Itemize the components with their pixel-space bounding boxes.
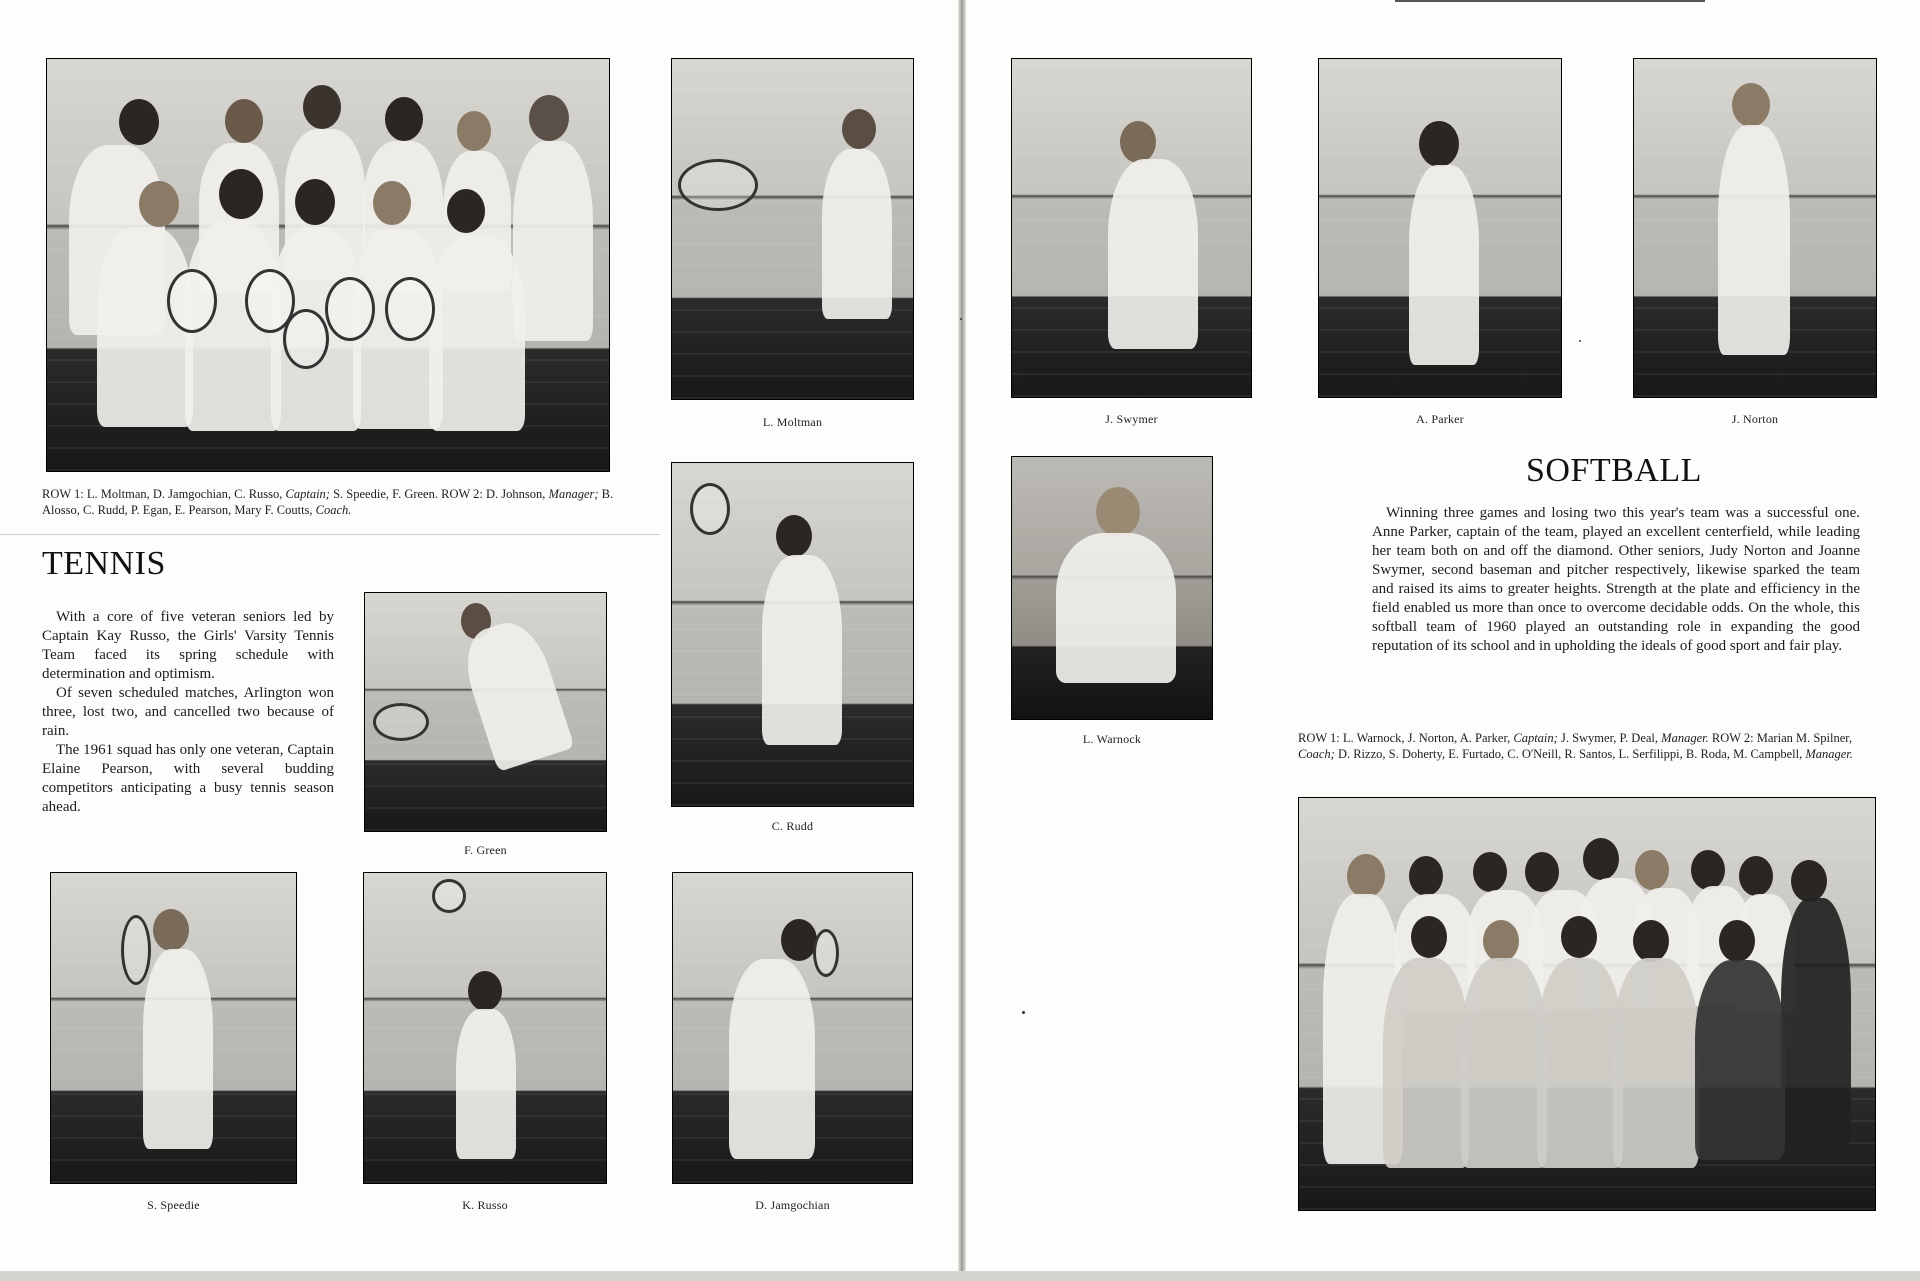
parker-photo xyxy=(1318,58,1562,398)
softball-caption-row1-rest: ROW 2: Marian M. Spilner, xyxy=(1711,731,1853,745)
softball-caption-manager2-role: Manager. xyxy=(1805,747,1853,761)
scan-speck xyxy=(1022,1011,1025,1014)
softball-paragraph: Winning three games and losing two this year's team was a successful one. Anne Parker, captain of the team, played an excellent centerfield, while leading her team both on and off the diamond. Other seniors, Judy Norton and Joanne Swymer, second baseman and pitcher respectively, likewise sparked the team and raised its aims to greater heights. Strength at the plate and efficiency in the field enabled us more than once to overcome decidable odds. On the whole, this softball team of 1960 played an outstanding role in expanding the good reputation of its school and in upholding the ideals of good sport and fair play. xyxy=(1372,505,1860,654)
swymer-caption: J. Swymer xyxy=(1105,412,1158,426)
tennis-caption-row2-rest: B. Alosso, C. Rudd, P. Egan, E. Pearson, Mary F. Coutts, xyxy=(42,487,614,517)
tennis-caption-coach-role: Coach. xyxy=(315,503,352,517)
norton-caption: J. Norton xyxy=(1731,412,1779,426)
moltman-caption: L. Moltman xyxy=(762,415,823,429)
norton-photo xyxy=(1633,58,1877,398)
tennis-heading: TENNIS xyxy=(42,545,166,582)
softball-caption-coach-role: Coach; xyxy=(1298,747,1335,761)
top-rule xyxy=(1395,0,1705,2)
parker-caption: A. Parker xyxy=(1416,412,1464,426)
scan-speck xyxy=(1579,340,1581,342)
tennis-paragraph-2: Of seven scheduled matches, Arlington won three, lost two, and cancelled two because of rain. xyxy=(42,685,334,739)
rudd-photo xyxy=(671,462,914,807)
moltman-photo xyxy=(671,58,914,400)
rudd-caption: C. Rudd xyxy=(771,819,814,833)
swymer-photo xyxy=(1011,58,1252,398)
scan-speck xyxy=(960,318,962,320)
softball-article xyxy=(1372,504,1860,656)
tennis-caption-manager-role: Manager; xyxy=(548,487,599,501)
green-photo xyxy=(364,592,607,832)
tennis-team-photo xyxy=(46,58,610,472)
tennis-paragraph-1: With a core of five veteran seniors led by Captain Kay Russo, the Girls' Varsity Tennis Team faced its spring schedule with determination and optimism. xyxy=(42,609,334,682)
tennis-caption-row1-rest: S. Speedie, F. Green. ROW 2: D. Johnson, xyxy=(333,487,546,501)
softball-team-photo xyxy=(1298,797,1876,1211)
softball-caption-row1: ROW 1: L. Warnock, J. Norton, A. Parker, xyxy=(1298,731,1511,745)
softball-caption-captain-role: Captain; xyxy=(1513,731,1558,745)
green-caption: F. Green xyxy=(464,843,507,857)
softball-caption-row2-rest: D. Rizzo, S. Doherty, E. Furtado, C. O'Neill, R. Santos, L. Serfilippi, B. Roda, M. Campbell, xyxy=(1337,747,1803,761)
page-bottom-edge xyxy=(0,1271,1920,1281)
speedie-caption: S. Speedie xyxy=(147,1198,200,1212)
russo-photo xyxy=(363,872,607,1184)
tennis-article xyxy=(42,608,334,817)
tennis-team-caption xyxy=(42,486,622,518)
page-gutter xyxy=(958,0,966,1281)
speedie-photo xyxy=(50,872,297,1184)
softball-caption-row1-mid: J. Swymer, P. Deal, xyxy=(1560,731,1659,745)
warnock-caption: L. Warnock xyxy=(1082,732,1142,746)
softball-team-caption xyxy=(1298,730,1888,762)
jamgochian-caption: D. Jamgochian xyxy=(755,1198,830,1212)
softball-caption-manager-role: Manager. xyxy=(1661,731,1709,745)
page-crease xyxy=(0,534,660,535)
tennis-caption-captain-role: Captain; xyxy=(285,487,330,501)
softball-heading: SOFTBALL xyxy=(1526,452,1702,489)
warnock-photo xyxy=(1011,456,1213,720)
jamgochian-photo xyxy=(672,872,913,1184)
tennis-caption-row1: ROW 1: L. Moltman, D. Jamgochian, C. Russo, xyxy=(42,487,283,501)
tennis-paragraph-3: The 1961 squad has only one veteran, Captain Elaine Pearson, with several budding competitors anticipating a busy tennis season ahead. xyxy=(42,742,334,815)
russo-caption: K. Russo xyxy=(462,1198,508,1212)
